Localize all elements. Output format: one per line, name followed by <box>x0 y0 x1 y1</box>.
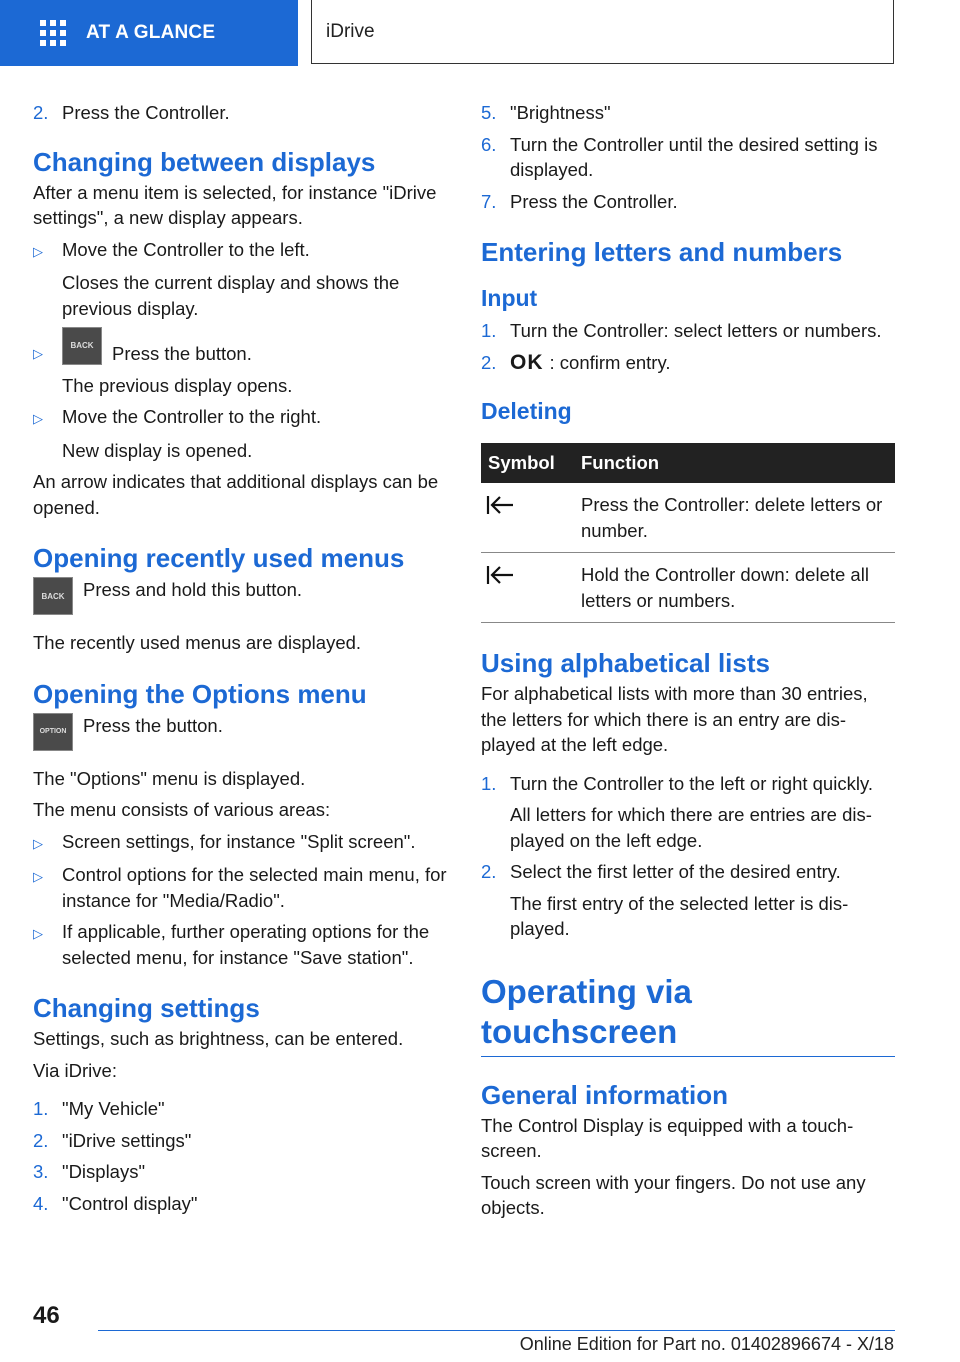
button-instruction: Press and hold this button. <box>83 579 303 600</box>
bullet-triangle-icon: ▷ <box>33 869 43 884</box>
paragraph: The menu consists of various areas: <box>33 799 331 820</box>
column-header-function: Function <box>574 443 895 483</box>
step-text: "My Vehicle" <box>62 1098 165 1119</box>
button-row <box>33 713 449 751</box>
step-number: 2. <box>481 861 497 882</box>
chapter-label: iDrive <box>326 20 375 42</box>
paragraph: Via iDrive: <box>33 1059 117 1081</box>
step-text: : confirm entry. <box>549 351 671 373</box>
footer-divider <box>98 1330 895 1331</box>
bullet-subtext: New display is opened. <box>62 439 253 461</box>
list-item <box>33 1191 449 1217</box>
heading-entering-letters: Entering letters and numbers <box>481 237 843 267</box>
table-cell-function: Press the Controller: delete letters or number. <box>574 483 895 553</box>
table-cell-symbol <box>481 483 574 553</box>
bullet-triangle-icon: ▷ <box>33 243 43 259</box>
step-number: 2. <box>33 102 49 123</box>
step-text: "iDrive settings" <box>62 1129 192 1151</box>
bullet-text: Move the Controller to the right. <box>62 406 322 427</box>
button-instruction: Press the button. <box>83 714 223 736</box>
heading-changing-displays: Changing between displays <box>33 146 376 177</box>
list-item <box>33 862 449 913</box>
bullet-triangle-icon: ▷ <box>33 346 43 361</box>
list-item <box>33 829 449 857</box>
delete-arrow-icon <box>485 494 515 516</box>
list-item <box>481 189 895 215</box>
table-row <box>481 553 895 623</box>
bullet-triangle-icon: ▷ <box>33 835 43 851</box>
list-item <box>481 771 895 797</box>
delete-table <box>481 443 895 623</box>
list-item <box>33 327 449 367</box>
ok-icon: OK <box>510 350 544 374</box>
step-number: 1. <box>481 772 497 794</box>
right-column <box>481 100 895 1221</box>
bullet-text: Control options for the selected main menu, for instance for "Media/Radio". <box>62 864 447 911</box>
step-subtext: The first entry of the selected letter is dis‐ played. <box>510 892 849 939</box>
list-item <box>33 1159 449 1185</box>
step-text: "Displays" <box>62 1161 146 1182</box>
list-item <box>481 100 895 126</box>
list-item <box>481 859 895 885</box>
bullet-subtext: The previous display opens. <box>62 374 293 396</box>
section-label: AT A GLANCE <box>86 22 216 43</box>
bullet-triangle-icon: ▷ <box>33 926 43 941</box>
heading-input: Input <box>481 285 538 311</box>
bullet-triangle-icon: ▷ <box>33 411 43 426</box>
step-text: "Control display" <box>62 1192 198 1214</box>
table-cell-symbol <box>481 553 574 623</box>
list-item <box>33 1096 449 1122</box>
grid-icon <box>40 20 66 46</box>
button-row <box>33 577 449 615</box>
step-text: Turn the Controller: select letters or numbers. <box>510 320 882 341</box>
header-bar <box>0 0 960 66</box>
heading-deleting: Deleting <box>481 398 572 424</box>
step-number: 1. <box>33 1098 49 1119</box>
back-button-icon: BACK <box>62 327 102 365</box>
list-item <box>33 919 449 970</box>
heading-general-information: General information <box>481 1079 729 1110</box>
step-number: 3. <box>33 1161 49 1182</box>
heading-alphabetical-lists: Using alphabetical lists <box>481 648 770 678</box>
step-text: Press the Controller. <box>510 190 678 212</box>
step-number: 2. <box>33 1129 49 1151</box>
step-number: 6. <box>481 133 497 155</box>
list-item <box>33 1128 449 1154</box>
heading-options-menu: Opening the Options menu <box>33 678 367 709</box>
paragraph: Settings, such as brightness, can be entered. <box>33 1028 404 1049</box>
table-header-row <box>481 443 895 483</box>
step-text: Select the first letter of the desired entry. <box>510 861 841 882</box>
page-number: 46 <box>33 1302 60 1329</box>
heading-changing-settings: Changing settings <box>33 993 260 1023</box>
list-item <box>481 318 895 344</box>
list-item <box>481 350 895 376</box>
paragraph: After a menu item is selected, for instance "iDrive settings", a new display appears. <box>33 181 437 228</box>
step-text: Press the Controller. <box>62 102 230 123</box>
paragraph: The "Options" menu is displayed. <box>33 767 306 789</box>
paragraph: For alphabetical lists with more than 30 entries, the letters for which there is an entry are dis‐ played at the left edge. <box>481 683 868 755</box>
step-number: 1. <box>481 320 497 341</box>
step-number: 7. <box>481 190 497 212</box>
paragraph: Touch screen with your fingers. Do not use any objects. <box>481 1171 866 1218</box>
list-item <box>33 100 449 126</box>
tab-idrive[interactable] <box>311 0 894 64</box>
step-text: Turn the Controller to the left or right quickly. <box>510 772 873 794</box>
table-row <box>481 483 895 553</box>
table-cell-function: Hold the Controller down: delete all letters or numbers. <box>574 553 895 623</box>
bullet-text: Move the Controller to the left. <box>62 238 310 260</box>
bullet-subtext: Closes the current display and shows the previous display. <box>62 272 400 319</box>
bullet-text: Screen settings, for instance "Split screen". <box>62 830 416 852</box>
heading-recent-menus: Opening recently used menus <box>33 543 405 573</box>
step-number: 5. <box>481 102 497 123</box>
bullet-text: Press the button. <box>112 343 252 364</box>
heading-operating-touchscreen: Operating via touchscreen <box>481 972 895 1057</box>
bullet-text: If applicable, further operating options for the selected menu, for instance "Save station". <box>62 921 430 968</box>
back-button-icon: BACK <box>33 577 73 615</box>
tab-at-a-glance[interactable] <box>0 0 298 66</box>
list-item <box>481 132 895 183</box>
delete-arrow-icon <box>485 564 515 586</box>
list-item <box>33 404 449 432</box>
left-column <box>33 100 449 1216</box>
paragraph: The Control Display is equipped with a touch‐ screen. <box>481 1114 854 1161</box>
paragraph: An arrow indicates that additional displays can be opened. <box>33 471 439 518</box>
step-text: Turn the Controller until the desired setting is displayed. <box>510 133 878 180</box>
option-button-icon: OPTION <box>33 713 73 751</box>
step-number: 2. <box>481 351 497 373</box>
step-text: "Brightness" <box>510 102 611 123</box>
paragraph: The recently used menus are displayed. <box>33 632 362 653</box>
footer-edition: Online Edition for Part no. 01402896674 - X/18 <box>519 1334 894 1354</box>
step-number: 4. <box>33 1192 49 1214</box>
column-header-symbol: Symbol <box>481 443 574 483</box>
step-subtext: All letters for which there are entries are dis‐ played on the left edge. <box>510 804 872 851</box>
list-item <box>33 237 449 265</box>
